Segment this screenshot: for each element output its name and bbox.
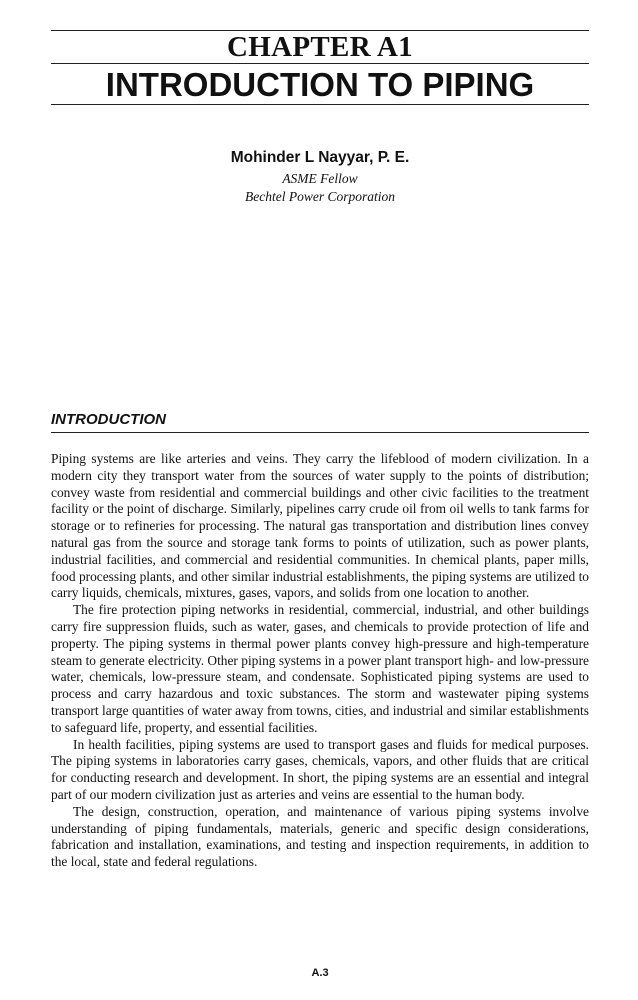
author-honor: ASME Fellow bbox=[282, 171, 358, 186]
author-name: Mohinder L Nayyar, P. E. bbox=[230, 149, 410, 166]
author-affiliation: Bechtel Power Corporation bbox=[245, 189, 395, 204]
paragraph-2: The fire protection piping networks in residential, commercial, industrial, and other buildings carry fire suppression fluids, such as water, gases, and chemicals to provide protection of life and property. The piping systems in thermal power plants convey high-pressure and high-temperature steam to generate electricity. Other piping systems in a power plant transport high- and low-pressure water, chemicals, low-pressure steam, and condensate. Sophisticated piping systems are used to process and carry hazardous and toxic substances. The storm and wastewater piping systems transport large quantities of water away from towns, cities, and industrial and similar establishments to safeguard life, property, and essential facilities. bbox=[51, 602, 589, 735]
page-number: A.3 bbox=[311, 967, 329, 979]
section-heading-rule bbox=[51, 432, 589, 433]
paragraph-1: Piping systems are like arteries and veins. They carry the lifeblood of modern civilization. In a modern city they transport water from the sources of water supply to the points of distribution; convey waste from residential and commercial buildings and other civic facilities to the treatment facility or the point of discharge. Similarly, pipelines carry crude oil from oil wells to tank farms for storage or to refineries for processing. The natural gas transportation and distribution lines convey natural gas from the source and storage tank forms to points of utilization, such as power plants, industrial facilities, and commercial and residential communities. In chemical plants, paper mills, food processing plants, and other similar industrial establishments, the piping systems are utilized to carry liquids, chemicals, mixtures, gases, vapors, and solids from one location to another. bbox=[51, 451, 589, 601]
section-heading: INTRODUCTION bbox=[51, 411, 166, 428]
title-bottom-rule bbox=[51, 104, 589, 105]
paragraph-4: The design, construction, operation, and maintenance of various piping systems involve understanding of piping fundamentals, materials, generic and specific design considerations, fabrication and installation, examinations, and testing and inspection requirements, in addition to the local, state and federal regulations. bbox=[51, 803, 589, 870]
chapter-label: CHAPTER A1 bbox=[227, 31, 413, 63]
chapter-title: INTRODUCTION TO PIPING bbox=[105, 66, 535, 103]
body-text bbox=[51, 451, 589, 871]
chapter-divider-rule bbox=[51, 63, 589, 64]
paragraph-3: In health facilities, piping systems are used to transport gases and fluids for medical purposes. The piping systems in laboratories carry gases, chemicals, vapors, and other fluids that are critical for conducting research and development. In short, the piping systems are an essential and integral part of our modern civilization just as arteries and veins are essential to the human body. bbox=[51, 736, 589, 802]
